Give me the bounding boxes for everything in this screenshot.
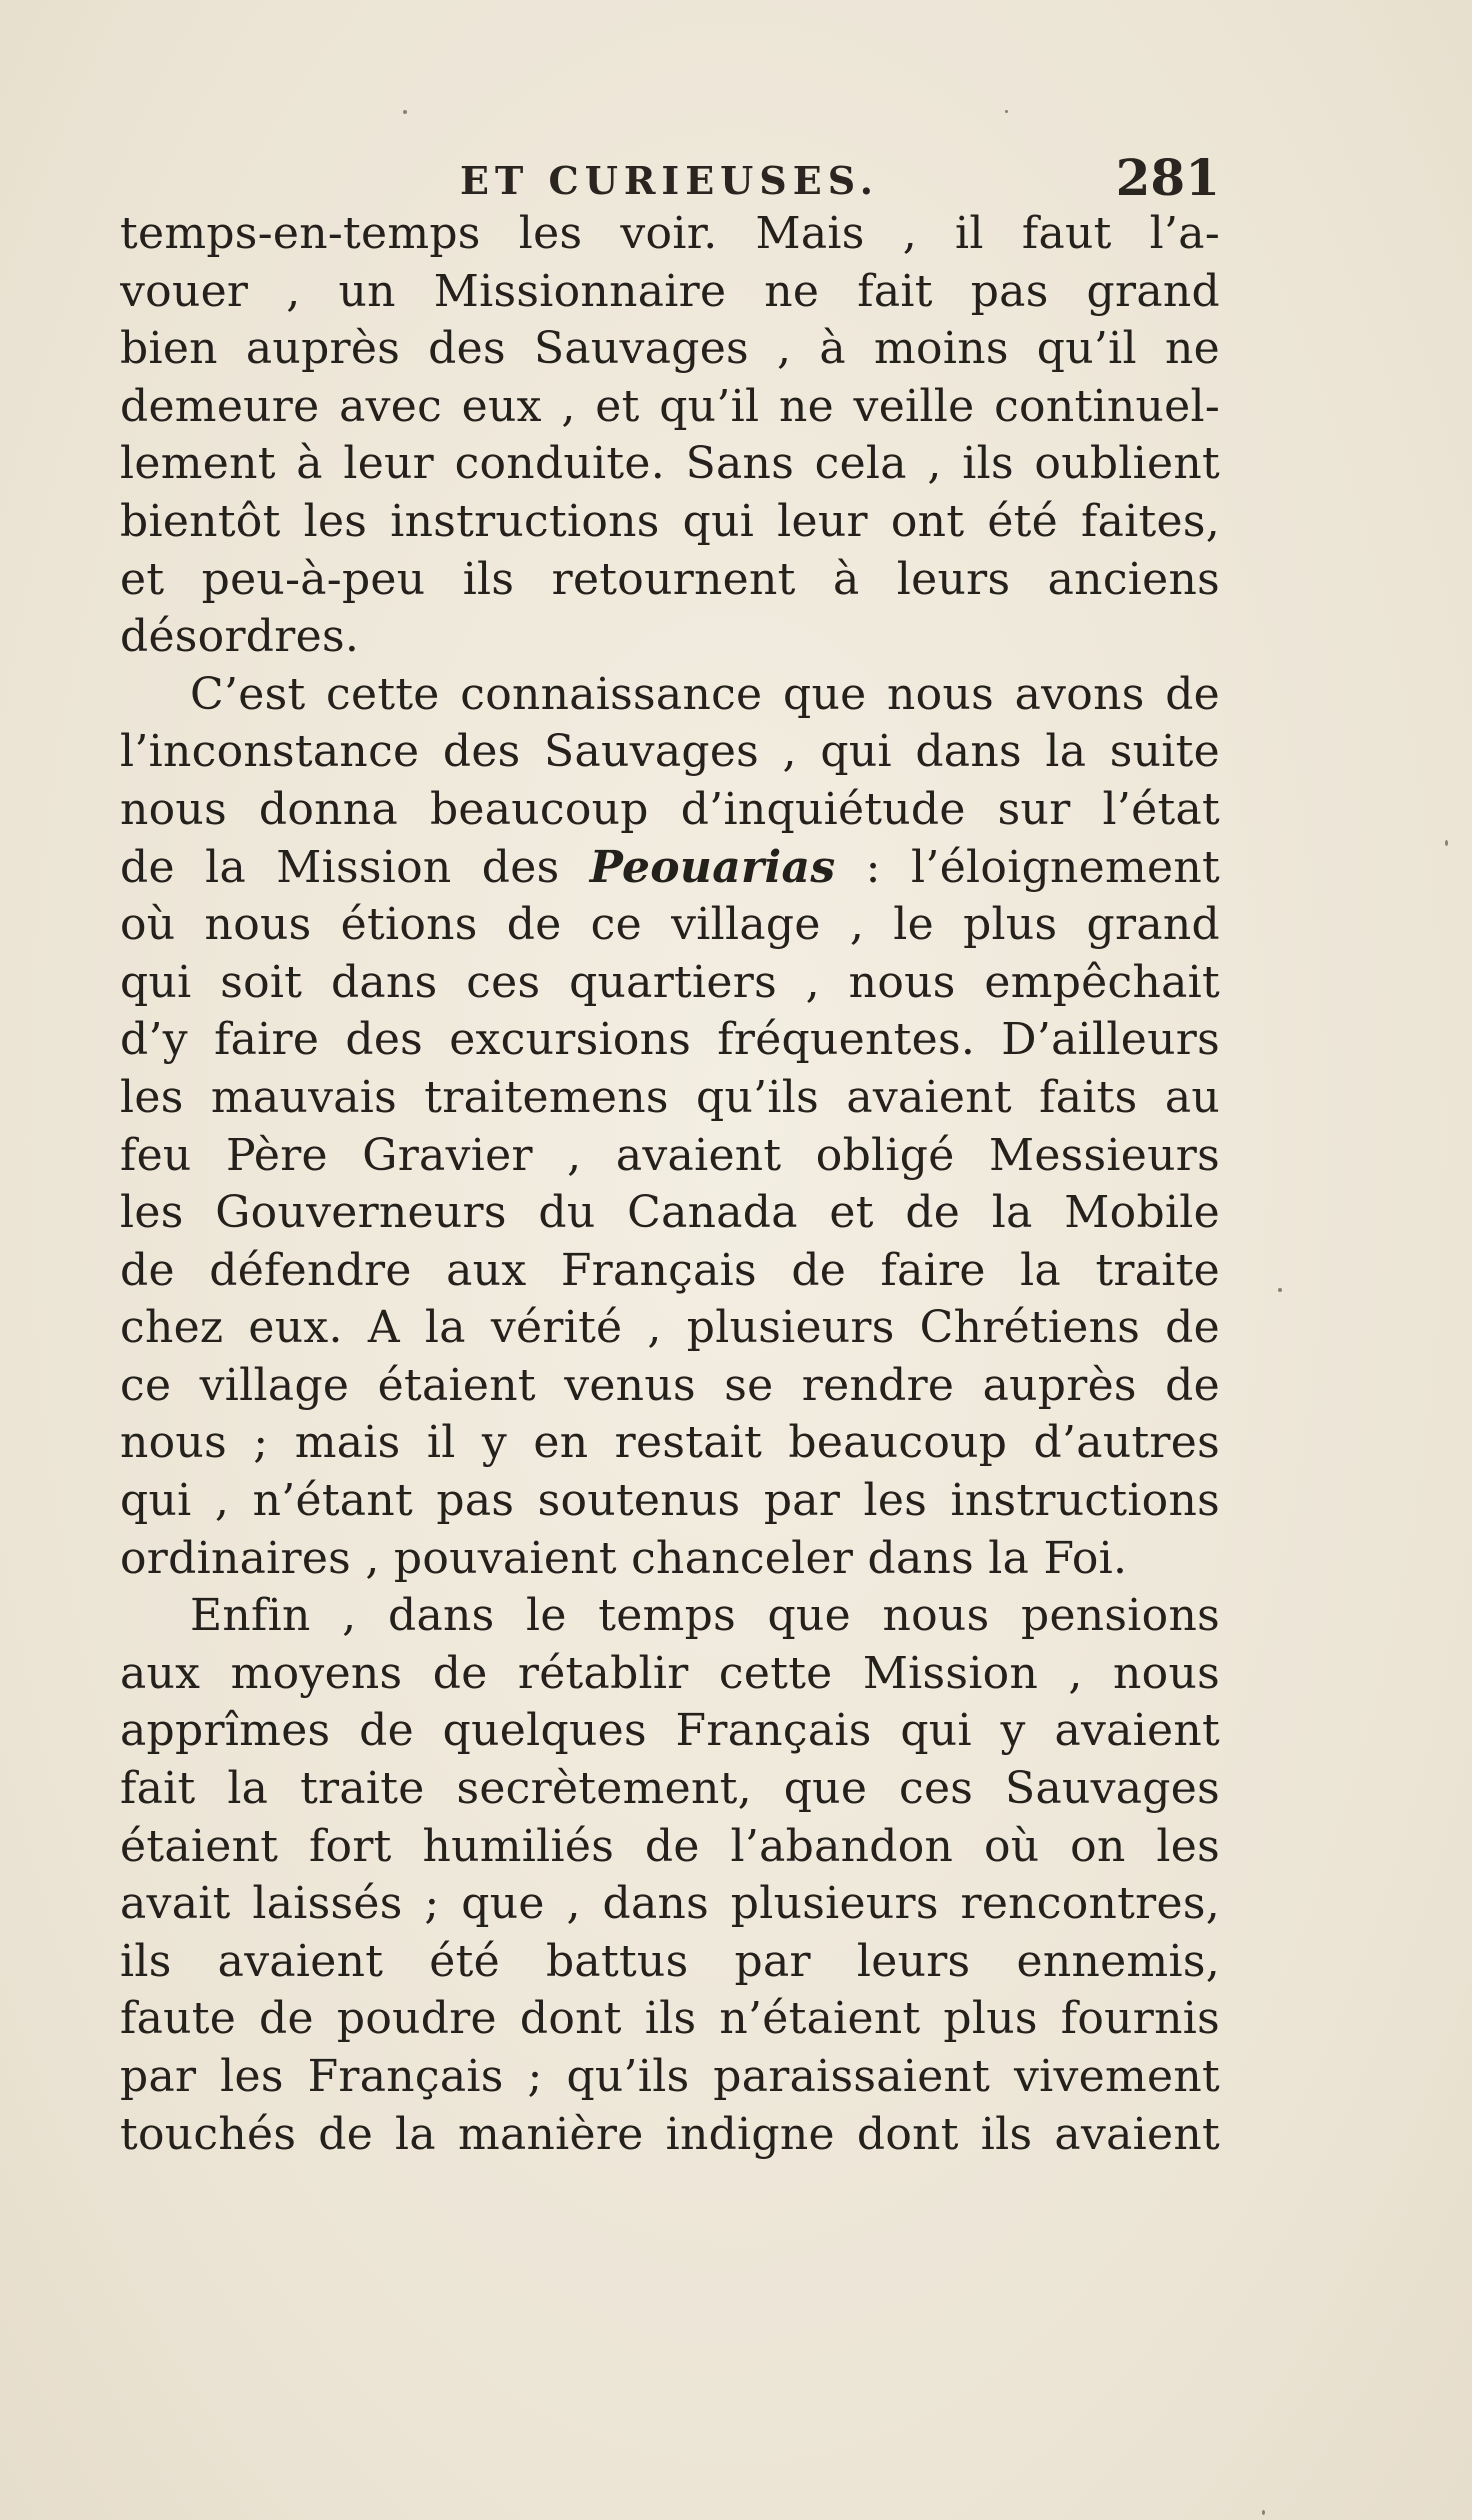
text-line: de défendre aux Français de faire la traite bbox=[120, 1244, 1220, 1296]
text-line: par les Français ; qu’ils paraissaient vivement bbox=[120, 2051, 1220, 2102]
text-line: où nous étions de ce village , le plus grand bbox=[120, 899, 1220, 951]
text-line: feu Père Gravier , avaient obligé Messieurs bbox=[120, 1129, 1220, 1181]
text-line: désordres. bbox=[120, 611, 360, 663]
text-line: chez eux. A la vérité , plusieurs Chrétiens de bbox=[120, 1302, 1220, 1354]
text-line: touchés de la manière indigne dont ils avaient bbox=[120, 2108, 1220, 2160]
text-line: Enfin , dans le temps que nous pensions bbox=[190, 1590, 1220, 1642]
text-line: nous ; mais il y en restait beaucoup d’autres bbox=[120, 1417, 1220, 1469]
text-line: vouer , un Missionnaire ne fait pas grand bbox=[120, 265, 1220, 317]
text-line: C’est cette connaissance que nous avons de bbox=[190, 668, 1220, 720]
text-line: bien auprès des Sauvages , à moins qu’il ne bbox=[120, 323, 1220, 375]
text-line: ordinaires , pouvaient chanceler dans la Foi. bbox=[120, 1532, 1128, 1584]
text-line: fait la traite secrètement, que ces Sauvages bbox=[120, 1763, 1220, 1815]
text-line: apprîmes de quelques Français qui y avaient bbox=[120, 1705, 1220, 1757]
text-line: d’y faire des excursions fréquentes. D’ailleurs bbox=[120, 1014, 1220, 1066]
text-line: aux moyens de rétablir cette Mission , nous bbox=[120, 1647, 1220, 1699]
text-line: les mauvais traitemens qu’ils avaient faits au bbox=[120, 1071, 1220, 1123]
text-segment: de la Mission des bbox=[120, 841, 590, 893]
page-number: 281 bbox=[1115, 148, 1220, 207]
text-line: qui , n’étant pas soutenus par les instructions bbox=[120, 1475, 1220, 1527]
text-line: faute de poudre dont ils n’étaient plus fournis bbox=[120, 1993, 1220, 2045]
paper-speck bbox=[1005, 110, 1008, 113]
text-line: demeure avec eux , et qu’il ne veille continuel- bbox=[120, 380, 1220, 432]
text-line: et peu-à-peu ils retournent à leurs anciens bbox=[120, 553, 1220, 605]
paper-speck bbox=[1445, 840, 1448, 846]
running-title: ET CURIEUSES. bbox=[460, 158, 880, 203]
text-line: ils avaient été battus par leurs ennemis, bbox=[120, 1935, 1220, 1987]
text-line: étaient fort humiliés de l’abandon où on les bbox=[120, 1820, 1220, 1872]
text-line: avait laissés ; que , dans plusieurs rencontres, bbox=[120, 1878, 1220, 1930]
text-line: nous donna beaucoup d’inquiétude sur l’état bbox=[120, 783, 1220, 835]
paper-speck bbox=[403, 110, 407, 114]
text-line: les Gouverneurs du Canada et de la Mobile bbox=[120, 1187, 1220, 1239]
text-segment: : l’éloignement bbox=[835, 841, 1220, 893]
italic-name: Peouarias bbox=[589, 841, 836, 893]
text-line: temps-en-temps les voir. Mais , il faut l’a- bbox=[120, 208, 1220, 259]
paper-speck bbox=[1278, 1288, 1282, 1292]
page-header bbox=[120, 148, 1220, 208]
text-line: l’inconstance des Sauvages , qui dans la suite bbox=[120, 726, 1220, 778]
text-line: bientôt les instructions qui leur ont été faites, bbox=[120, 495, 1220, 547]
text-line: lement à leur conduite. Sans cela , ils oublient bbox=[120, 438, 1220, 490]
body-text bbox=[120, 205, 1220, 2163]
text-line-with-italic bbox=[120, 839, 1220, 897]
text-line: qui soit dans ces quartiers , nous empêchait bbox=[120, 956, 1220, 1008]
text-line: ce village étaient venus se rendre auprès de bbox=[120, 1359, 1220, 1411]
paper-speck bbox=[1262, 2510, 1265, 2515]
